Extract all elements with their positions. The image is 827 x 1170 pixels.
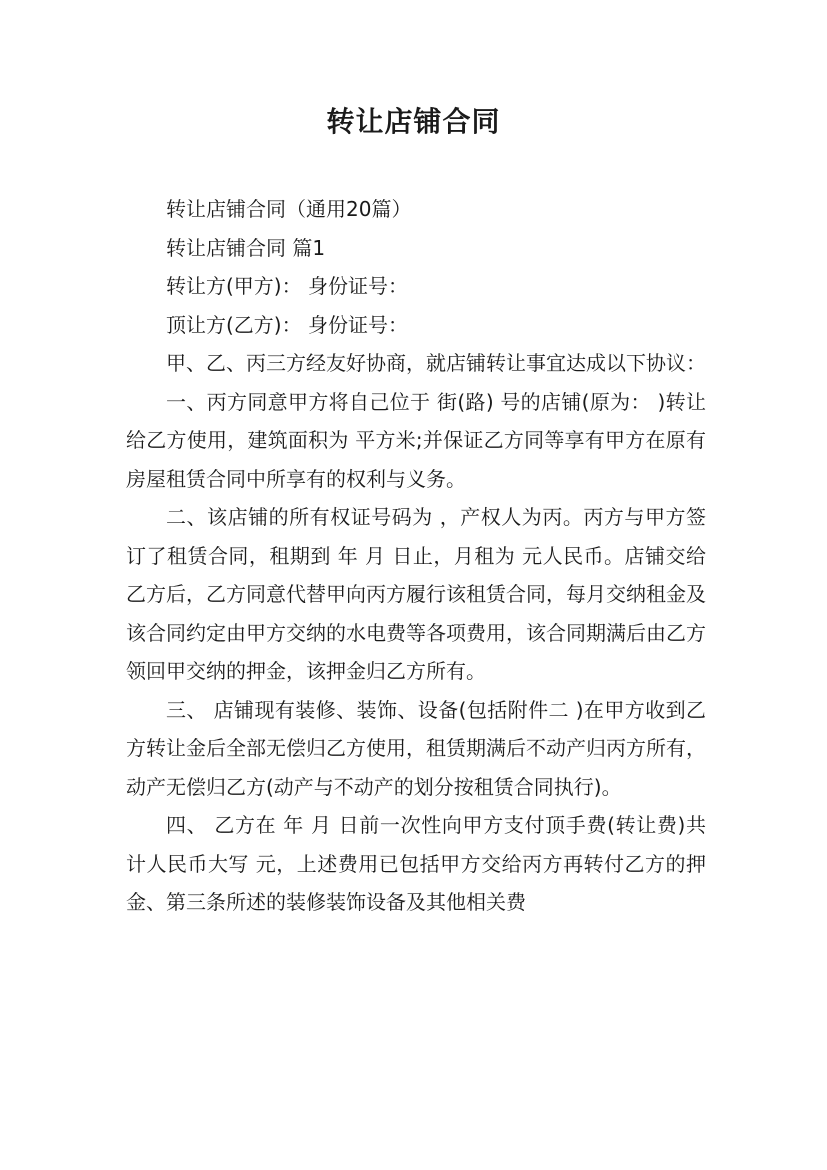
doc-paragraph: 甲、乙、丙三方经友好协商，就店铺转让事宜达成以下协议： [166,351,706,375]
doc-paragraph: 二、该店铺的所有权证号码为 ，产权人为丙。丙方与甲方签订了租赁合同，租期到 年 月 日止，月租为 元人民币。店铺交给乙方后，乙方同意代替甲向丙方履行该租赁合同，每月交纳租金及该合同约定由甲方交纳的水电费等各项费用，该合同期满后由乙方领回甲交纳的押金，该押金归乙方所有。 [126,505,706,683]
doc-paragraph: 转让店铺合同（通用20篇） [166,197,412,221]
document-title: 转让店铺合同 [326,105,501,138]
doc-paragraph: 一、丙方同意甲方将自己位于 街(路) 号的店铺(原为： )转让给乙方使用，建筑面积为 平方米;并保证乙方同等享有甲方在原有房屋租赁合同中所享有的权利与义务。 [126,389,706,491]
doc-paragraph: 顶让方(乙方)： 身份证号： [166,312,408,337]
doc-paragraph: 转让方(甲方)： 身份证号： [166,274,408,298]
doc-paragraph: 四、 乙方在 年 月 日前一次性向甲方支付顶手费(转让费)共计人民币大写 元，上述费用已包括甲方交给丙方再转付乙方的押金、第三条所述的装修装饰设备及其他相关费 [126,813,706,914]
doc-paragraph: 三、 店铺现有装修、装饰、设备(包括附件二 )在甲方收到乙方转让金后全部无偿归乙方使用，租赁期满后不动产归丙方所有，动产无偿归乙方(动产与不动产的划分按租赁合同执行)。 [126,697,706,799]
doc-paragraph: 转让店铺合同 篇1 [166,235,326,260]
document-body [126,190,706,922]
